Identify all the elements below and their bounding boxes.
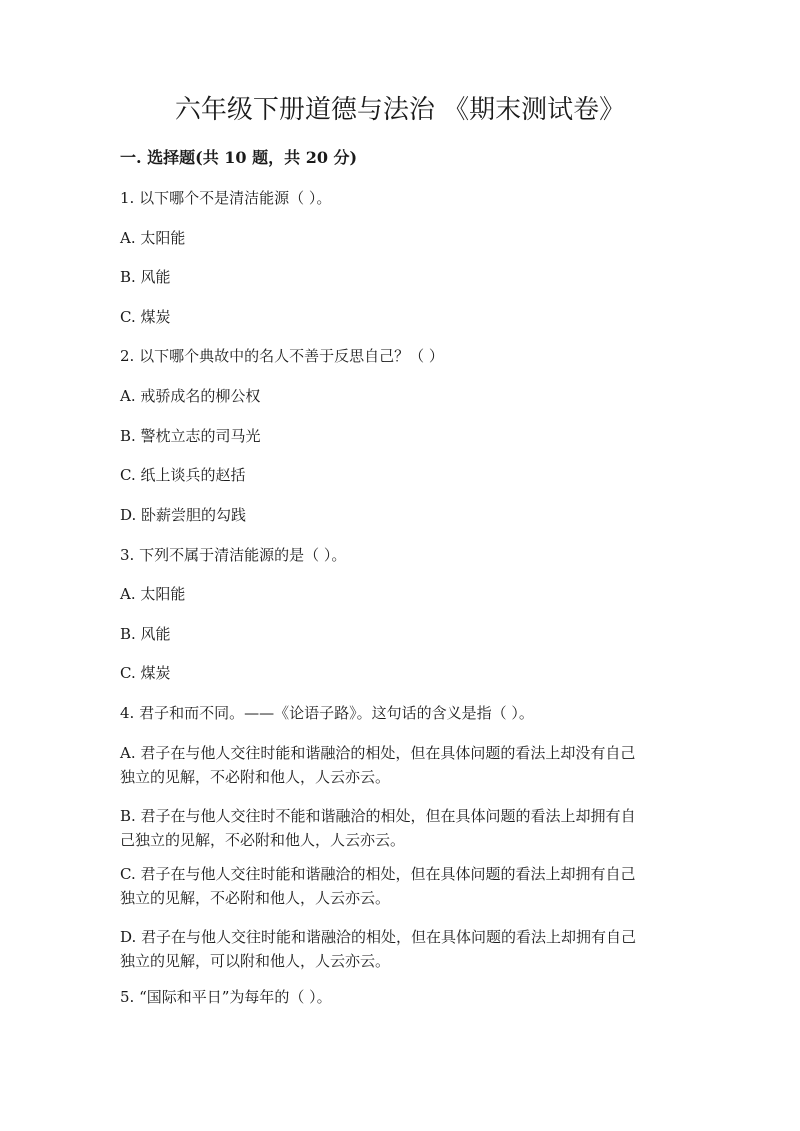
question-2-option-a: A. 戒骄成名的柳公权 xyxy=(120,387,261,405)
question-2-option-b: B. 警枕立志的司马光 xyxy=(120,427,261,445)
question-1-option-a: A. 太阳能 xyxy=(120,229,186,247)
question-4-option-c-line1: C. 君子在与他人交往时能和谐融洽的相处，但在具体问题的看法上却拥有自己 xyxy=(120,865,636,883)
section-header: 一. 选择题(共 10 题，共 20 分) xyxy=(120,148,358,167)
question-3-option-b: B. 风能 xyxy=(120,625,171,643)
question-4-option-a-line1: A. 君子在与他人交往时能和谐融洽的相处，但在具体问题的看法上却没有自己 xyxy=(120,744,636,762)
question-4-option-c xyxy=(120,862,635,910)
question-2-stem: 2. 以下哪个典故中的名人不善于反思自己？（ ） xyxy=(120,347,444,365)
question-3-stem: 3. 下列不属于清洁能源的是（ ）。 xyxy=(120,546,347,564)
question-4-option-b-line2: 己独立的见解，不必附和他人，人云亦云。 xyxy=(120,831,406,849)
question-4-option-a-line2: 独立的见解，不必附和他人，人云亦云。 xyxy=(120,768,391,786)
question-4-option-d-line2: 独立的见解，可以附和他人，人云亦云。 xyxy=(120,952,391,970)
page-title: 六年级下册道德与法治 《期末测试卷》 xyxy=(174,95,626,125)
question-1-stem: 1. 以下哪个不是清洁能源（ ）。 xyxy=(120,189,332,207)
question-2-option-d: D. 卧薪尝胆的勾践 xyxy=(120,506,247,524)
question-3-option-a: A. 太阳能 xyxy=(120,585,186,603)
question-1-option-b: B. 风能 xyxy=(120,268,171,286)
question-1-option-c: C. 煤炭 xyxy=(120,308,171,326)
question-4-option-b-line1: B. 君子在与他人交往时不能和谐融洽的相处，但在具体问题的看法上却拥有自 xyxy=(120,807,636,825)
question-5-stem: 5. “国际和平日”为每年的（ ）。 xyxy=(120,988,332,1006)
question-4-option-d-line1: D. 君子在与他人交往时能和谐融洽的相处，但在具体问题的看法上却拥有自己 xyxy=(120,928,637,946)
question-4-stem: 4. 君子和而不同。——《论语子路》。这句话的含义是指（ ）。 xyxy=(120,704,534,722)
question-4-option-c-line2: 独立的见解，不必附和他人，人云亦云。 xyxy=(120,889,391,907)
question-4-option-a xyxy=(120,741,635,789)
question-4-option-d xyxy=(120,925,636,973)
question-3-option-c: C. 煤炭 xyxy=(120,664,171,682)
question-4-option-b xyxy=(120,804,636,852)
question-2-option-c: C. 纸上谈兵的赵括 xyxy=(120,466,246,484)
